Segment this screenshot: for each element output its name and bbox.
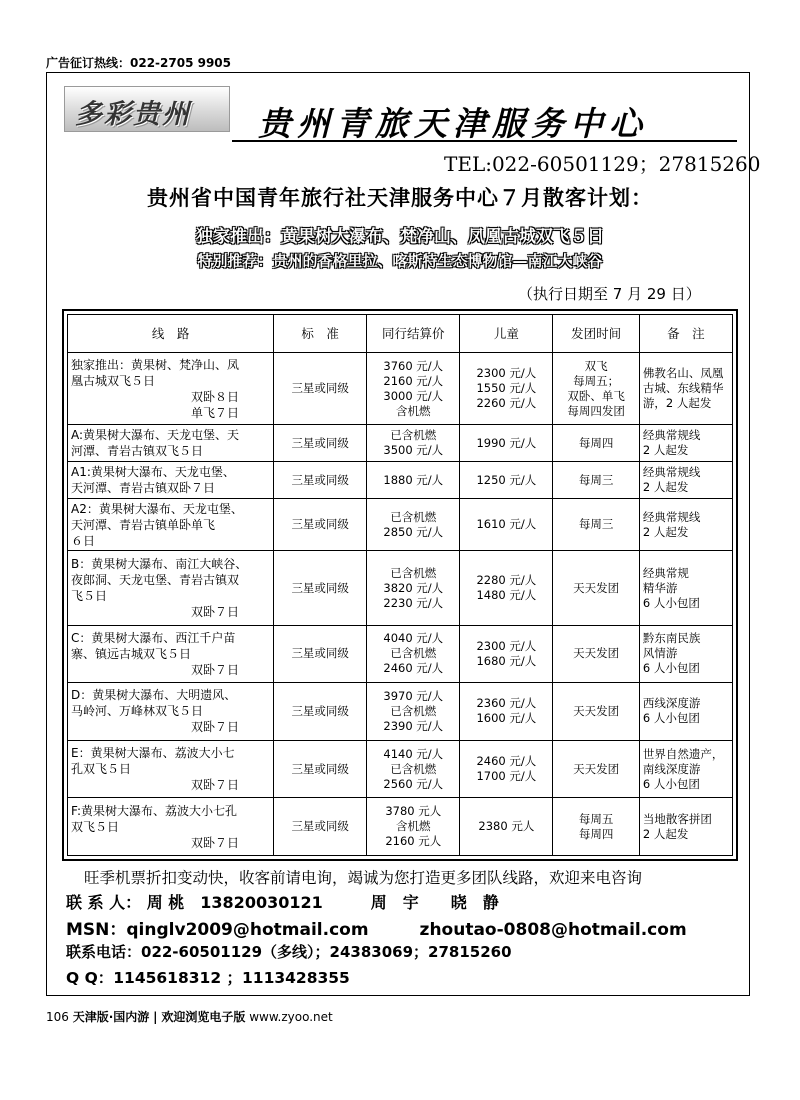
price-line: 2460 元/人 <box>383 661 444 676</box>
note-line: 经典常规线 <box>642 509 701 524</box>
cell-note <box>639 551 732 625</box>
route-lines-line: B：黄果树大瀑布、南江大峡谷、 <box>71 557 248 571</box>
route-lines-line: A:黄果树大瀑布、天龙屯堡、天 <box>71 428 240 442</box>
departure-line: 每周五； <box>573 373 620 388</box>
cell-price <box>367 625 460 683</box>
note-line: 2 人起发 <box>642 826 689 841</box>
route-lines-line: 天河潭、青岩古镇双卧７日 <box>71 481 216 496</box>
departure-line: 每周四 <box>578 435 614 450</box>
child-line: 2460 元/人 <box>476 754 537 769</box>
footer-separator: | <box>153 1010 158 1024</box>
cell-note <box>639 683 732 741</box>
departure-line: 天天发团 <box>573 761 620 776</box>
route-lines-line: E：黄果树大瀑布、荔波大小七 <box>71 746 235 761</box>
price-line: 4040 元/人 <box>383 631 444 646</box>
cell-note <box>639 462 732 499</box>
cell-route <box>68 499 274 551</box>
child-line: 1600 元/人 <box>476 711 537 726</box>
route-indent-line: 单飞７日 <box>191 405 240 420</box>
cell-departure <box>553 798 639 856</box>
route-lines-line: 独家推出：黄果树、梵净山、凤 <box>71 357 240 372</box>
cell-child <box>460 353 553 425</box>
route-indent-line: 双卧８日 <box>191 389 240 404</box>
price-line: 2560 元/人 <box>383 776 444 791</box>
route-indent-line: 双卧７日 <box>191 720 240 735</box>
cell-price <box>367 425 460 462</box>
logo-image <box>64 86 230 132</box>
route-lines-line: 天河潭、青岩古镇单卧单飞 <box>71 517 216 532</box>
price-line: 已含机燃 <box>390 761 437 776</box>
cell-note <box>639 798 732 856</box>
plan-title: 贵州省中国青年旅行社天津服务中心７月散客计划： <box>147 186 653 210</box>
price-line: 1880 元/人 <box>383 472 444 487</box>
cell-price <box>367 499 460 551</box>
route-lines-line: 河潭、青岩古镇双飞５日 <box>71 444 204 458</box>
cell-standard: 三星或同级 <box>274 499 367 551</box>
price-line: 已含机燃 <box>390 646 437 661</box>
child-line: 2300 元/人 <box>476 638 537 653</box>
departure-line: 双卧、单飞 <box>567 388 625 403</box>
cell-departure <box>553 740 639 798</box>
route-lines-line: 凰古城双飞５日 <box>71 373 156 388</box>
cell-departure <box>553 499 639 551</box>
contact-persons: 联 系 人： 周 桃 13820030121 周 宇 晓 静 <box>66 893 499 912</box>
cell-price <box>367 353 460 425</box>
cell-note <box>639 740 732 798</box>
child-line: 1550 元/人 <box>476 381 537 395</box>
note-line: 风情游 <box>642 646 678 661</box>
route-lines-line: 寨、镇远古城双飞５日 <box>71 646 192 661</box>
cell-child <box>460 462 553 499</box>
departure-line: 每周三 <box>578 517 614 532</box>
table-row <box>68 353 733 425</box>
cell-route <box>68 425 274 462</box>
cell-price <box>367 740 460 798</box>
route-indent-line: 双卧７日 <box>191 778 240 793</box>
price-line: 3500 元/人 <box>383 443 444 457</box>
cell-route <box>68 683 274 741</box>
price-line: 含机燃 <box>396 403 431 418</box>
qq-contacts: Q Q：1145618312 ；1113428355 <box>66 969 350 987</box>
price-line: 3970 元/人 <box>383 688 444 703</box>
cell-child <box>460 625 553 683</box>
price-line: 已含机燃 <box>390 703 437 718</box>
price-line: 2160 元人 <box>385 834 442 849</box>
itinerary-table-frame <box>62 309 738 861</box>
note-line: 古城、东线精华 <box>642 381 724 395</box>
price-line: 已含机燃 <box>390 509 437 524</box>
note-line: 精华游 <box>642 580 678 595</box>
route-lines-line: ６日 <box>71 533 96 548</box>
cell-child <box>460 740 553 798</box>
departure-line: 每周四发团 <box>567 403 625 418</box>
exclusive-headline: 独家推出：黄果树大瀑布、梵净山、凤凰古城双飞５日 <box>196 227 604 247</box>
cell-child <box>460 551 553 625</box>
departure-line: 每周五 <box>578 811 614 826</box>
price-line: 4140 元/人 <box>383 746 444 761</box>
departure-line: 天天发团 <box>573 703 620 718</box>
price-line: 含机燃 <box>396 819 431 834</box>
route-lines-line: C：黄果树大瀑布、西江千户苗 <box>71 630 236 645</box>
cell-standard: 三星或同级 <box>274 625 367 683</box>
note-line: 经典常规 <box>642 565 689 580</box>
note-line: 2 人起发 <box>642 480 689 495</box>
cell-standard: 三星或同级 <box>274 551 367 625</box>
route-indent-line: 双卧７日 <box>191 662 240 677</box>
logo-text: 多彩贵州 <box>75 99 191 130</box>
header-child: 儿童 <box>460 315 553 353</box>
table-row <box>68 499 733 551</box>
cell-price <box>367 798 460 856</box>
cell-departure <box>553 462 639 499</box>
price-line: 3820 元/人 <box>383 580 444 595</box>
table-row <box>68 740 733 798</box>
msn-contacts: MSN：qinglv2009@hotmail.com zhoutao-0808@hotmail.com <box>66 920 687 940</box>
footer-section: 天津版·国内游 <box>72 1010 150 1024</box>
page-number: 106 <box>46 1010 69 1024</box>
route-lines-line: D：黄果树大瀑布、大明遗风、 <box>71 688 237 703</box>
cell-price <box>367 462 460 499</box>
child-line: 2280 元/人 <box>476 573 537 587</box>
cell-note <box>639 425 732 462</box>
ad-hotline: 广告征订热线：022-2705 9905 <box>46 56 232 70</box>
price-line: 2230 元/人 <box>383 595 444 610</box>
cell-route <box>68 798 274 856</box>
note-line: 西线深度游 <box>642 696 701 711</box>
page-footer <box>46 1008 333 1025</box>
cell-price <box>367 551 460 625</box>
price-line: 已含机燃 <box>390 428 437 442</box>
header-tel: TEL:022-60501129；27815260 <box>444 152 761 176</box>
table-row <box>68 625 733 683</box>
departure-line: 每周四 <box>578 826 614 841</box>
cell-route <box>68 353 274 425</box>
route-lines-line: 夜郎洞、天龙屯堡、青岩古镇双 <box>71 573 240 587</box>
cell-child <box>460 499 553 551</box>
price-line: 3000 元/人 <box>383 388 444 403</box>
special-headline: 特别推荐：贵州的香格里拉、喀斯特生态博物馆—南江大峡谷 <box>197 252 603 270</box>
note-line: 2 人起发 <box>642 443 689 457</box>
departure-line: 天天发团 <box>573 646 620 661</box>
header-price: 同行结算价 <box>367 315 460 353</box>
cell-departure <box>553 683 639 741</box>
child-line: 1610 元/人 <box>476 517 537 532</box>
cell-standard: 三星或同级 <box>274 798 367 856</box>
route-indent-line: 双卧７日 <box>191 835 240 850</box>
child-line: 1480 元/人 <box>476 588 537 602</box>
child-line: 1250 元/人 <box>476 472 537 487</box>
contact-phones: 联系电话：022-60501129（多线）；24383069；27815260 <box>66 943 512 961</box>
table-row <box>68 683 733 741</box>
note-line: 游，2 人起发 <box>642 396 712 410</box>
footer-website[interactable]: www.zyoo.net <box>249 1010 333 1024</box>
footer-slogan: 欢迎浏览电子版 <box>161 1010 246 1024</box>
child-line: 2300 元/人 <box>476 366 537 380</box>
route-lines-line: 双飞５日 <box>71 819 120 834</box>
departure-line: 每周三 <box>578 472 614 487</box>
cell-standard: 三星或同级 <box>274 683 367 741</box>
note-line: 南线深度游 <box>642 761 701 776</box>
cell-departure <box>553 625 639 683</box>
cell-departure <box>553 551 639 625</box>
cell-route <box>68 462 274 499</box>
cell-standard: 三星或同级 <box>274 353 367 425</box>
cell-departure <box>553 353 639 425</box>
note-line: 6 人小包团 <box>642 711 700 726</box>
table-row <box>68 798 733 856</box>
cell-note <box>639 625 732 683</box>
departure-line: 天天发团 <box>573 580 620 595</box>
price-line: 2390 元/人 <box>383 718 444 733</box>
note-line: 6 人小包团 <box>642 776 700 791</box>
booking-notice: 旺季机票折扣变动快，收客前请电询，竭诚为您打造更多团队线路，欢迎来电咨询 <box>84 869 643 887</box>
header-standard: 标 准 <box>274 315 367 353</box>
header-divider <box>232 140 737 142</box>
cell-standard: 三星或同级 <box>274 462 367 499</box>
note-line: 6 人小包团 <box>642 595 700 610</box>
note-line: 当地散客拼团 <box>642 811 712 826</box>
cell-standard: 三星或同级 <box>274 425 367 462</box>
route-lines-line: A1:黄果树大瀑布、天龙屯堡、 <box>71 465 235 480</box>
table-row <box>68 462 733 499</box>
note-line: 6 人小包团 <box>642 661 700 676</box>
price-line: 已含机燃 <box>390 565 437 580</box>
child-line: 2260 元/人 <box>476 396 537 410</box>
price-line: 2850 元/人 <box>383 524 444 539</box>
execution-date: （执行日期至 7 月 29 日） <box>518 285 701 303</box>
route-indent-line: 双卧７日 <box>191 605 240 619</box>
child-line: 2380 元人 <box>478 819 535 834</box>
cell-child <box>460 798 553 856</box>
cell-price <box>367 683 460 741</box>
table-row <box>68 551 733 625</box>
route-lines-line: 孔双飞５日 <box>71 762 132 777</box>
note-line: 经典常规线 <box>642 428 701 442</box>
price-line: 3780 元人 <box>385 804 442 819</box>
note-line: 佛教名山、凤凰 <box>642 366 724 380</box>
route-lines-line: F:黄果树大瀑布、荔波大小七孔 <box>71 803 238 818</box>
child-line: 2360 元/人 <box>476 696 537 711</box>
price-line: 2160 元/人 <box>383 373 444 388</box>
itinerary-table <box>67 314 733 856</box>
child-line: 1680 元/人 <box>476 653 537 668</box>
child-line: 1990 元/人 <box>476 435 537 450</box>
route-lines-line: A2：黄果树大瀑布、天龙屯堡、 <box>71 501 243 516</box>
cell-child <box>460 683 553 741</box>
header-note: 备 注 <box>639 315 732 353</box>
cell-route <box>68 740 274 798</box>
note-line: 经典常规线 <box>642 465 701 480</box>
cell-note <box>639 499 732 551</box>
departure-line: 双飞 <box>584 358 608 373</box>
note-line: 2 人起发 <box>642 524 689 539</box>
note-line: 世界自然遗产， <box>642 746 724 761</box>
cell-child <box>460 425 553 462</box>
route-lines-line: 马岭河、万峰林双飞５日 <box>71 704 204 719</box>
price-line: 3760 元/人 <box>383 358 444 373</box>
cell-route <box>68 625 274 683</box>
header-route: 线 路 <box>68 315 274 353</box>
cell-route <box>68 551 274 625</box>
route-lines-line: 飞５日 <box>71 589 108 603</box>
child-line: 1700 元/人 <box>476 769 537 784</box>
header-departure: 发团时间 <box>553 315 639 353</box>
cell-departure <box>553 425 639 462</box>
note-line: 黔东南民族 <box>642 631 701 646</box>
service-center-name: 贵州青旅天津服务中心 <box>258 104 648 143</box>
table-row <box>68 425 733 462</box>
cell-standard: 三星或同级 <box>274 740 367 798</box>
cell-note <box>639 353 732 425</box>
